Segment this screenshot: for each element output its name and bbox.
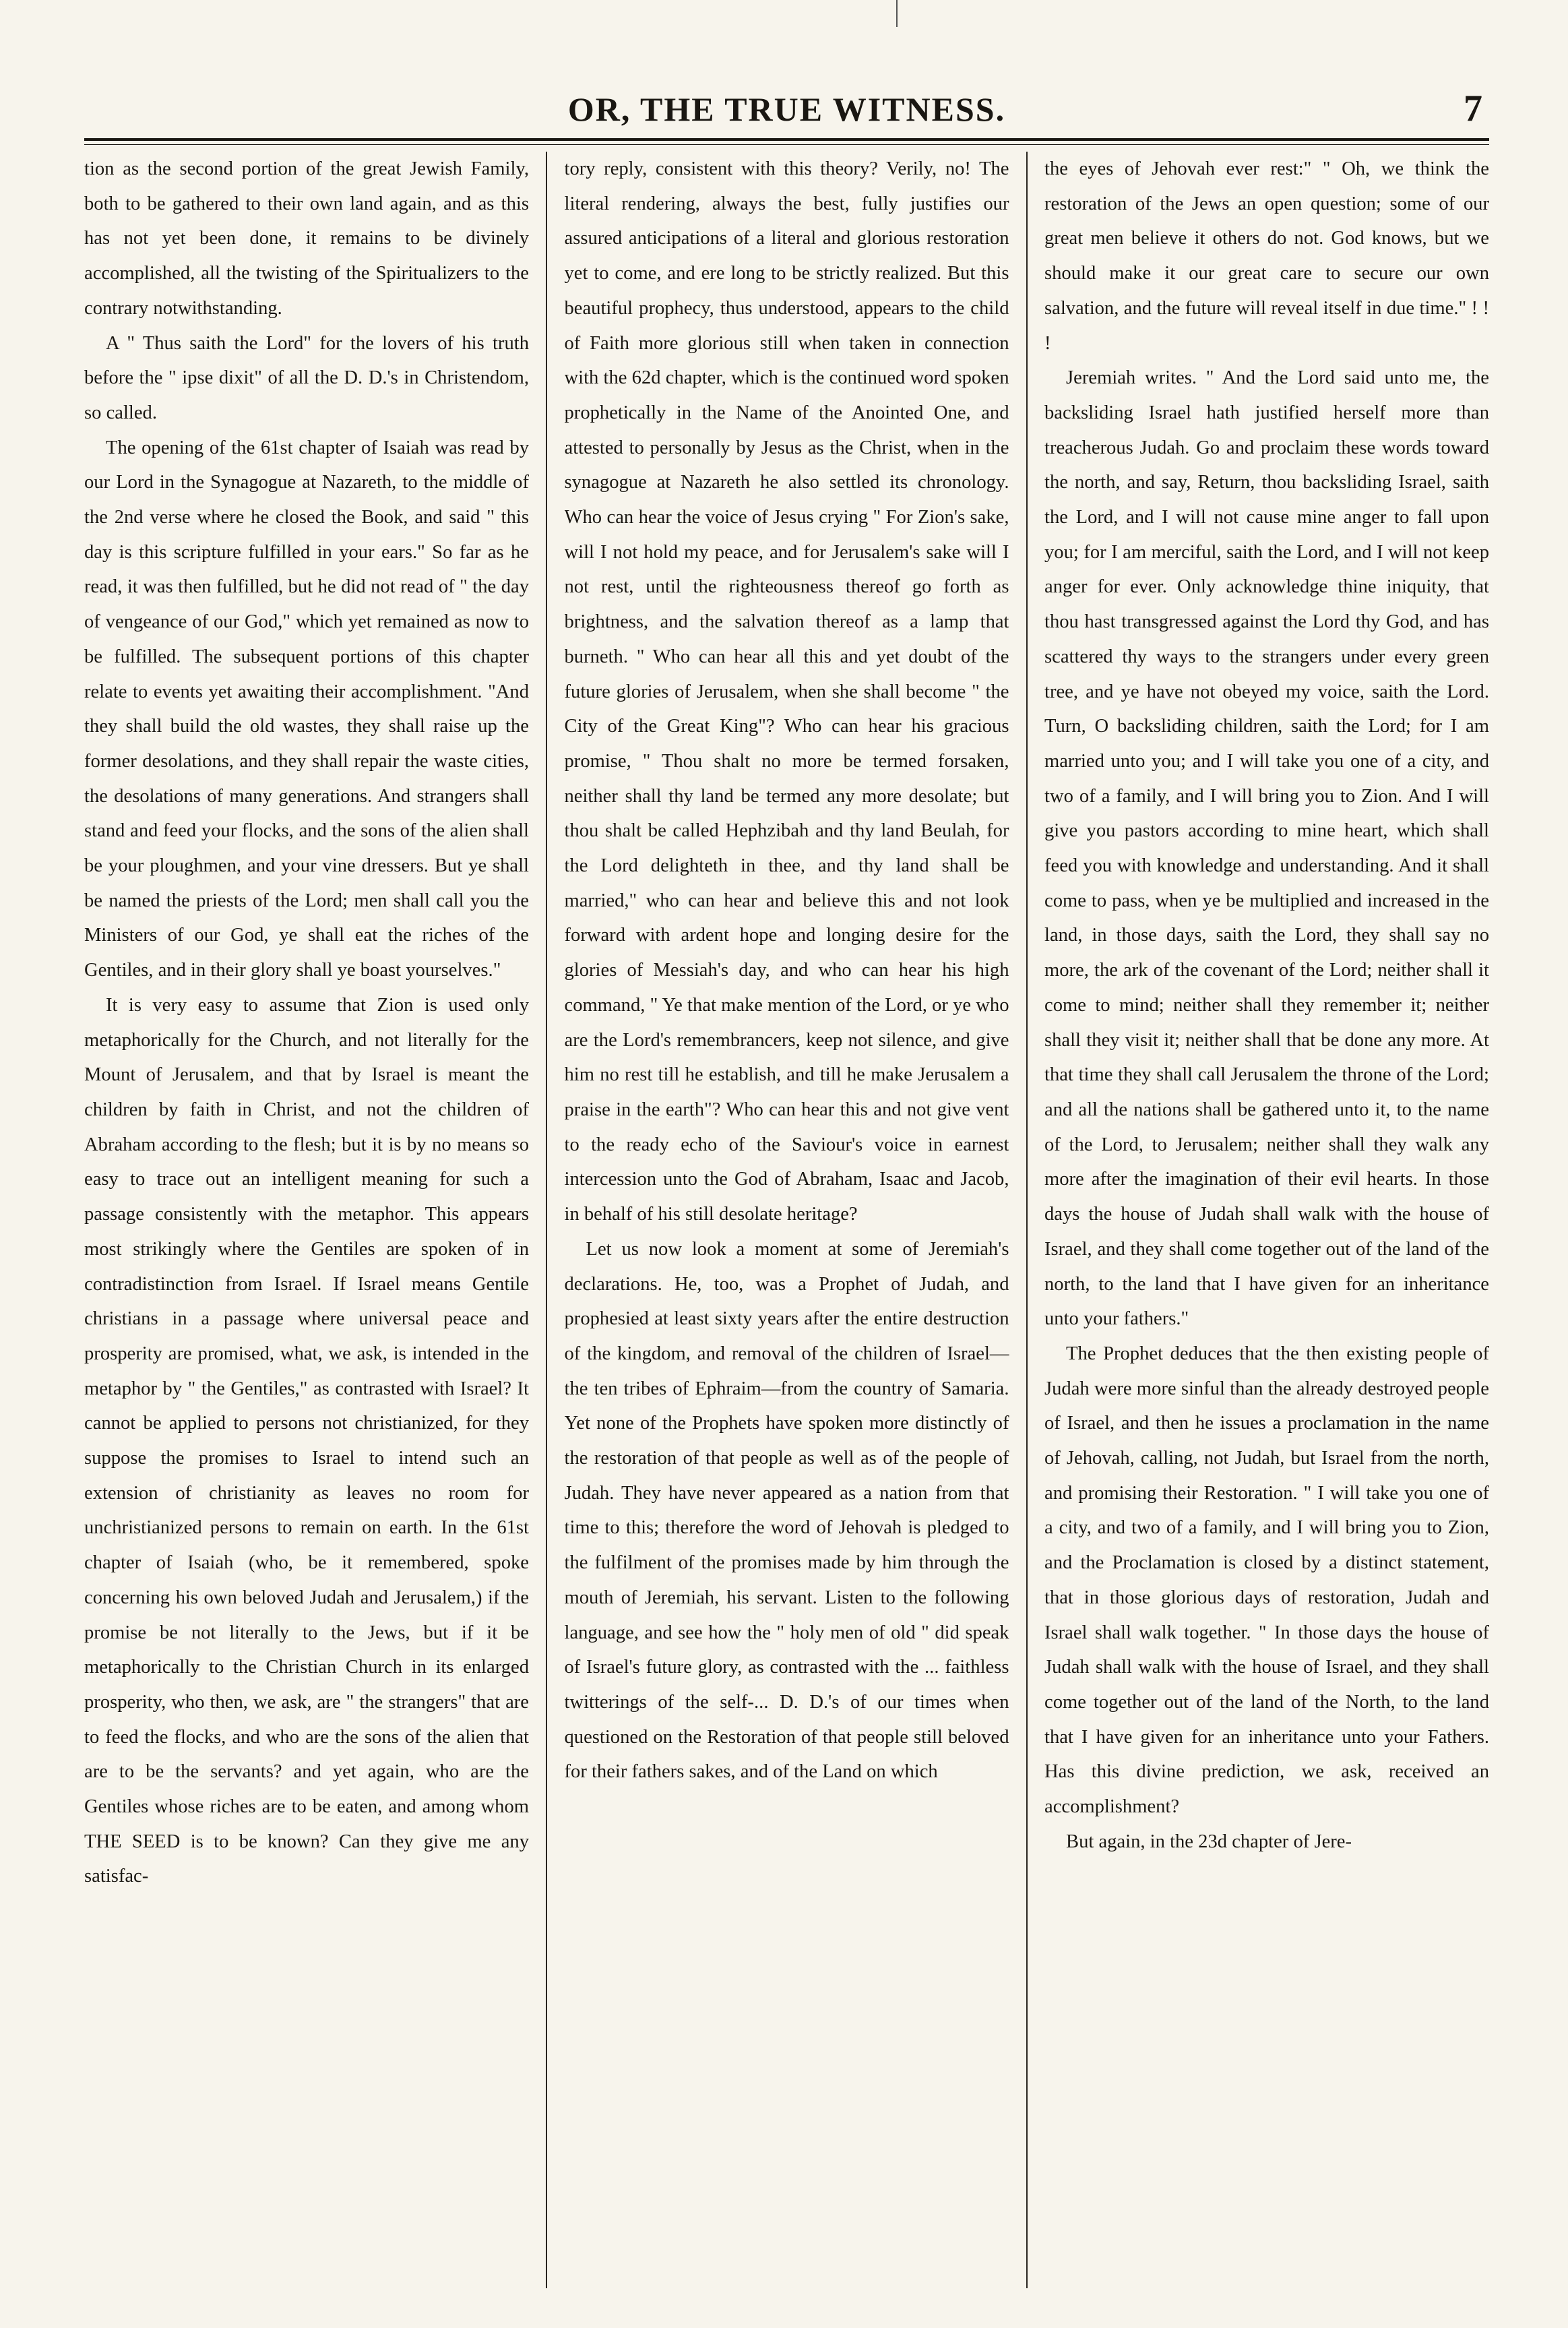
paragraph: tory reply, consistent with this theory? Verily, no! The literal rendering, always the best, fully justifies our assured anticipations of a literal and glorious restoration yet to come, and ere long to be strictly realized. But this beautiful prophecy, thus understood, appears to the child of Faith more glorious still when taken in connection with the 62d chapter, which is the continued word spoken prophetically in the Name of the Anointed One, and attested to personally by Jesus as the Christ, when in the synagogue at Nazareth he also settled its chronology. Who can hear the voice of Jesus crying " For Zion's sake, will I not hold my peace, and for Jerusalem's sake will I not rest, until the righteousness thereof go forth as brightness, and the salvation thereof as a lamp that burneth. " Who can hear all this and yet doubt of the future glories of Jerusalem, when she shall become " the City of the Great King"? Who can hear his gracious promise, " Thou shalt no more be termed forsaken, neither shall thy land be termed any more desolate; but thou shalt be called Hephzibah and thy land Beulah, for the Lord delighteth in thee, and thy land shall be married," who can hear and believe this and not look forward with ardent hope and longing desire for the glories of Messiah's day, and who can hear his high command, " Ye that make mention of the Lord, or ye who are the Lord's remembrancers, keep not silence, and give him no rest till he establish, and till he make Jerusalem a praise in the earth"? Who can hear this and not give vent to the ready echo of the Saviour's voice in earnest intercession unto the God of Abraham, Isaac and Jacob, in behalf of his still desolate heritage?	[564, 158, 1009, 1225]
scan-mark	[896, 0, 898, 27]
column-2	[565, 152, 1009, 2288]
paragraph: the eyes of Jehovah ever rest:" " Oh, we think the restoration of the Jews an open question; some of our great men believe it others do not. God knows, but we should make it our great care to secure our own salvation, and the future will reveal itself in due time." ! ! !	[1044, 158, 1489, 354]
running-head: OR, THE TRUE WITNESS.	[567, 90, 1006, 128]
paragraph: Jeremiah writes. " And the Lord said unto me, the backsliding Israel hath justified herself more than treacherous Judah. Go and proclaim these words toward the north, and say, Return, thou backsliding Israel, saith the Lord, and I will not cause mine anger to fall upon you; for I am merciful, saith the Lord, and I will not keep anger for ever. Only acknowledge thine iniquity, that thou hast transgressed against the Lord thy God, and has scattered thy ways to the strangers under every green tree, and ye have not obeyed my voice, saith the Lord. Turn, O backsliding children, saith the Lord; for I am married unto you; and I will take you one of a city, and two of a family, and I will bring you to Zion. And I will give you pastors according to mine heart, which shall feed you with knowledge and understanding. And it shall come to pass, when ye be multiplied and increased in the land, in those days, saith the Lord, they shall say no more, the ark of the covenant of the Lord; neither shall it come to mind; neither shall they remember it; neither shall they visit it; neither shall that be done any more. At that time they shall call Jerusalem the throne of the Lord; and all the nations shall be gathered unto it, to the name of the Lord, to Jerusalem; neither shall they walk any more after the imagination of their evil hearts. In those days the house of Judah shall walk with the house of Israel, and they shall come together out of the land of the north, to the land that I have given for an inheritance unto your fathers."	[1044, 367, 1489, 1330]
column-divider	[546, 152, 547, 2288]
paragraph: But again, in the 23d chapter of Jere-	[1066, 1831, 1352, 1852]
page-number: 7	[1464, 88, 1482, 129]
column-3	[1044, 152, 1489, 2288]
paragraph: Let us now look a moment at some of Jeremiah's declarations. He, too, was a Prophet of Judah, and prophesied at least sixty years after the entire destruction of the kingdom, and removal of the children of Israel—the ten tribes of Ephraim—from the country of Samaria. Yet none of the Prophets have spoken more distinctly of the restoration of that people as well as of the people of Judah. They have never appeared as a nation from that time to this; therefore the word of Jehovah is pledged to the fulfilment of the promises made by him through the mouth of Jeremiah, his servant. Listen to the following language, and see how the " holy men of old " did speak of Israel's future glory, as contrasted with the ... faithless twitterings of the self-... D. D.'s of our times when questioned on the Restoration of that people still beloved for their fathers sakes, and of the Land on which	[564, 1238, 1009, 1783]
column-divider	[1026, 152, 1028, 2288]
header-rule	[84, 138, 1489, 145]
paragraph: The Prophet deduces that the then existing people of Judah were more sinful than the already destroyed people of Israel, and then he issues a proclamation in the name of Jehovah, calling, not Judah, but Israel from the north, and promising their Restoration. " I will take you one of a city, and two of a family, and I will bring you to Zion, and the Proclamation is closed by a distinct statement, that in those glorious days of restoration, Judah and Israel shall walk together. " In those days the house of Judah shall walk with the house of Israel, and they shall come together out of the land of the North, to the land that I have given for an inheritance unto your Fathers. Has this divine prediction, we ask, received an accomplishment?	[1044, 1343, 1489, 1818]
page-header	[84, 84, 1489, 138]
paragraph: It is very easy to assume that Zion is used only metaphorically for the Church, and not literally for the Mount of Jerusalem, and that by Israel is meant the children by faith in Christ, and not the children of Abraham according to the flesh; but it is by no means so easy to trace out an intelligent meaning for such a passage consistently with the metaphor. This appears most strikingly where the Gentiles are spoken of in contradistinction from Israel. If Israel means Gentile christians in a passage where universal peace and prosperity are promised, what, we ask, is intended in the metaphor by " the Gentiles," as contrasted with Israel? It cannot be applied to persons not christianized, for they suppose the promises to Israel to intend such an extension of christianity as leaves no room for unchristianized persons to remain on earth. In the 61st chapter of Isaiah (who, be it remembered, spoke concerning his own beloved Judah and Jerusalem,) if the promise be not literally to the Jews, but if it be metaphorically to the Christian Church in its enlarged prosperity, who then, we ask, are " the strangers" that are to feed the flocks, and who are the sons of the alien that are to be the servants? and yet again, who are the Gentiles whose riches are to be eaten, and among whom THE SEED is to be known? Can they give me any satisfac-	[84, 994, 529, 1887]
text-columns	[84, 152, 1489, 2288]
paragraph: tion as the second portion of the great Jewish Family, both to be gathered to their own land again, and as this has not yet been done, it remains to be divinely accomplished, all the twisting of the Spiritualizers to the contrary notwithstanding.	[84, 158, 529, 319]
paragraph: The opening of the 61st chapter of Isaiah was read by our Lord in the Synagogue at Nazareth, to the middle of the 2nd verse where he closed the Book, and said " this day is this scripture fulfilled in your ears." So far as he read, it was then fulfilled, but he did not read of " the day of vengeance of our God," which yet remained as now to be fulfilled. The subsequent portions of this chapter relate to events yet awaiting their accomplishment. "And they shall build the old wastes, they shall raise up the former desolations, and they shall repair the waste cities, the desolations of many generations. And strangers shall stand and feed your flocks, and the sons of the alien shall be your ploughmen, and your vine dressers. But ye shall be named the priests of the Lord; men shall call you the Ministers of our God, ye shall eat the riches of the Gentiles, and in their glory shall ye boast yourselves."	[84, 437, 529, 981]
paragraph: A " Thus saith the Lord" for the lovers of his truth before the " ipse dixit" of all the D. D.'s in Christendom, so called.	[84, 332, 529, 423]
column-1	[84, 152, 529, 2288]
